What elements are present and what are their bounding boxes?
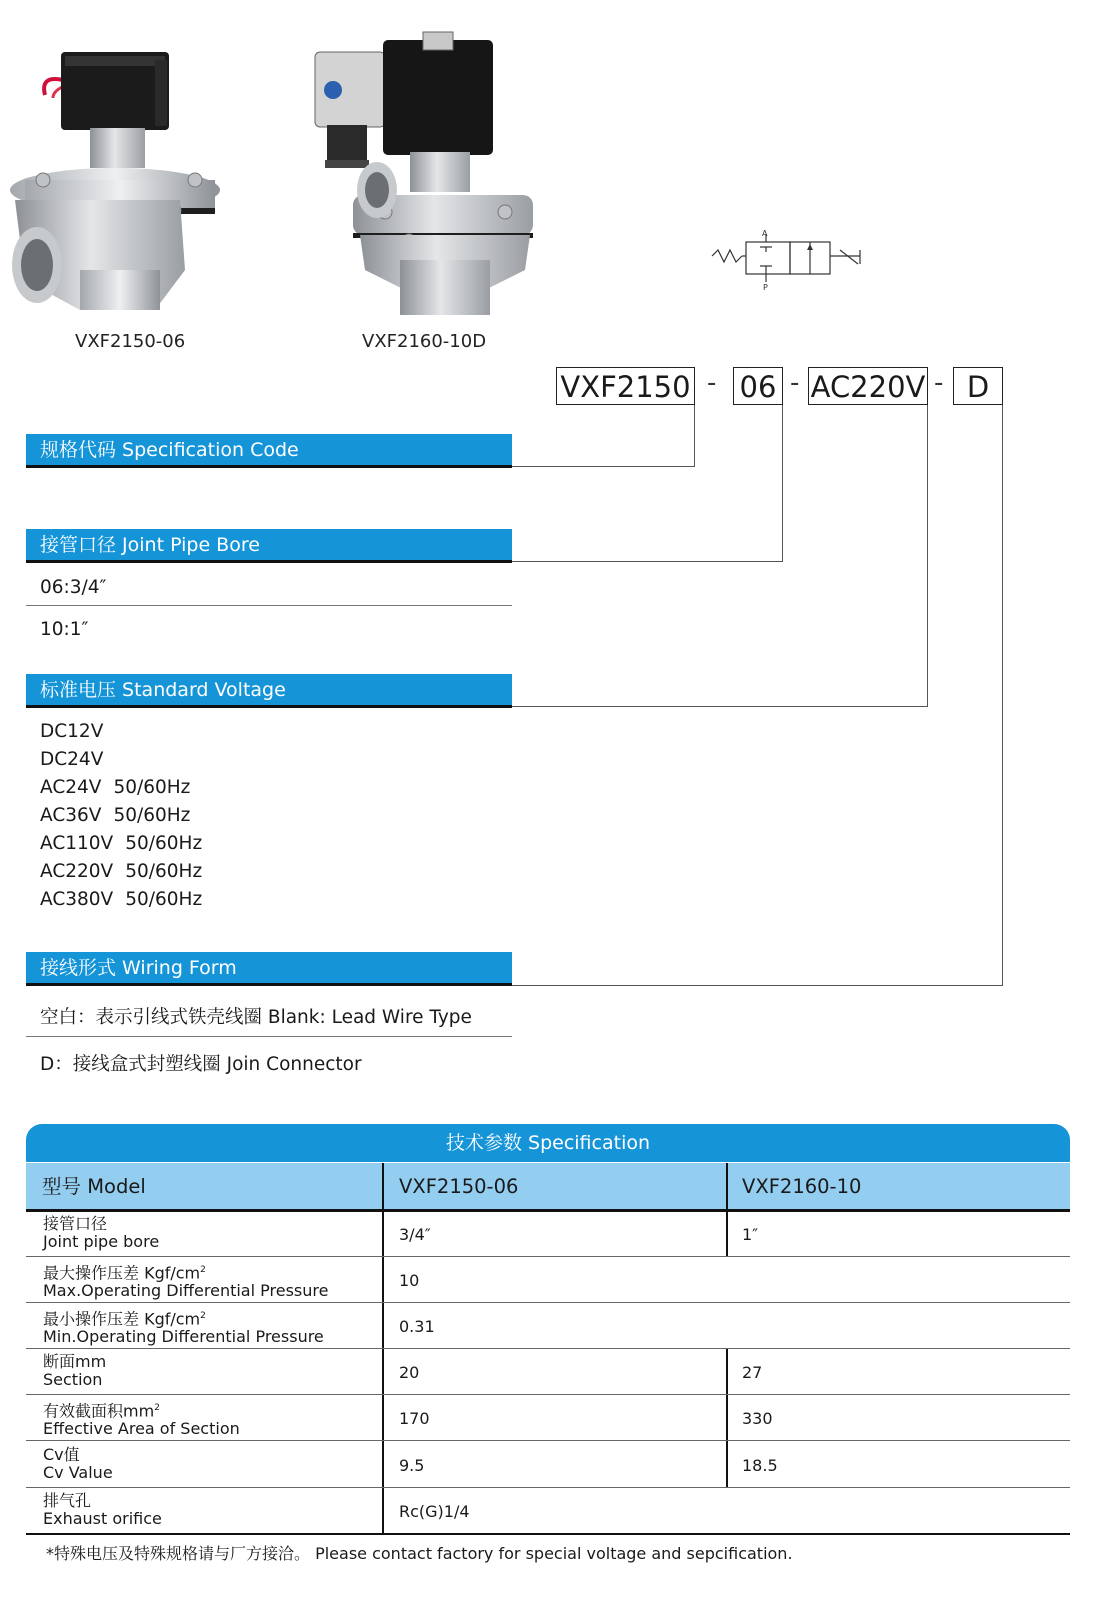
- label-superscript: 2: [154, 1403, 160, 1413]
- voltage-value: AC110V: [40, 833, 114, 854]
- header-vxf2150: VXF2150-06: [399, 1175, 519, 1198]
- product-caption: VXF2150-06: [75, 331, 186, 352]
- header-model: 型号 Model: [42, 1175, 146, 1198]
- voltage-option: [40, 805, 190, 826]
- row-divider: [26, 1440, 1070, 1441]
- product-image-vxf2150-06: [5, 40, 220, 320]
- connector-line: [927, 405, 928, 707]
- pipe-bore-option: 06:3/4″: [40, 577, 107, 598]
- port-p-label: P: [763, 283, 768, 290]
- code-separator: -: [934, 368, 944, 398]
- section-underline: [26, 705, 512, 708]
- label-cn: Cv值: [43, 1445, 80, 1464]
- cell-vxf2150: 20: [399, 1363, 420, 1382]
- table-row-label: [43, 1446, 113, 1482]
- port-a-label: A: [762, 229, 768, 238]
- section-underline: [26, 465, 512, 468]
- voltage-value: AC220V: [40, 861, 114, 882]
- code-separator: -: [790, 368, 800, 398]
- row-divider: [26, 1487, 1070, 1488]
- spec-table-title: 技术参数 Specification: [26, 1124, 1070, 1162]
- voltage-option: [40, 777, 190, 798]
- code-part-wiring: D: [953, 367, 1003, 405]
- label-cn: 排气孔: [43, 1491, 92, 1510]
- label-en: Max.Operating Differential Pressure: [43, 1281, 329, 1301]
- label-cn: 接管口径: [43, 1214, 108, 1233]
- header-vxf2160: VXF2160-10: [742, 1175, 862, 1198]
- section-spec-code-title: 规格代码 Specification Code: [26, 434, 512, 466]
- voltage-value: AC36V: [40, 805, 102, 826]
- cell-vxf2160: 1″: [742, 1225, 759, 1244]
- voltage-option: [40, 861, 202, 882]
- voltage-option: [40, 833, 202, 854]
- cell-vxf2150: 9.5: [399, 1456, 425, 1475]
- valve-symbol-icon: [710, 228, 870, 290]
- section-wiring-title: 接线形式 Wiring Form: [26, 952, 512, 984]
- cell-vxf2160: 18.5: [742, 1456, 778, 1475]
- label-superscript: 2: [200, 1265, 206, 1275]
- code-part-bore: 06: [733, 367, 783, 405]
- row-divider: [26, 1348, 1070, 1349]
- label-en: Min.Operating Differential Pressure: [43, 1327, 324, 1347]
- table-row-label: [43, 1261, 328, 1300]
- voltage-value: DC12V: [40, 721, 104, 742]
- connector-line: [512, 466, 695, 467]
- header-underline: [26, 1209, 1070, 1212]
- spec-table-header: [26, 1163, 1070, 1210]
- footnote: *特殊电压及特殊规格请与厂方接洽。 Please contact factory for special voltage and sepcification.: [46, 1544, 793, 1563]
- section-voltage-title: 标准电压 Standard Voltage: [26, 674, 512, 706]
- voltage-option: [40, 889, 202, 910]
- label-cn: 断面mm: [43, 1352, 107, 1371]
- code-part-voltage: AC220V: [808, 367, 928, 405]
- table-column-divider: [726, 1349, 728, 1488]
- voltage-frequency: 50/60Hz: [113, 777, 191, 798]
- cell-merged: 0.31: [399, 1317, 435, 1336]
- pipe-bore-option: 10:1″: [40, 619, 89, 640]
- cell-merged: Rc(G)1/4: [399, 1502, 470, 1521]
- option-divider: [26, 605, 512, 606]
- label-cn: 最大操作压差 Kgf/cm: [43, 1263, 201, 1283]
- label-superscript: 2: [200, 1311, 206, 1321]
- label-en: Section: [43, 1370, 103, 1389]
- table-row-label: [43, 1353, 106, 1389]
- cell-vxf2160: 330: [742, 1409, 773, 1428]
- voltage-frequency: 50/60Hz: [125, 861, 203, 882]
- connector-line: [1002, 405, 1003, 985]
- code-part-model: VXF2150: [556, 367, 695, 405]
- voltage-option: [40, 721, 115, 742]
- label-en: Joint pipe bore: [43, 1232, 160, 1251]
- cell-vxf2150: 3/4″: [399, 1225, 431, 1244]
- cell-vxf2150: 170: [399, 1409, 430, 1428]
- connector-line: [782, 405, 783, 562]
- option-divider: [26, 1036, 512, 1037]
- table-row-label: [43, 1307, 324, 1346]
- product-image-vxf2160-10d: [305, 30, 540, 320]
- voltage-frequency: 50/60Hz: [125, 833, 203, 854]
- label-en: Exhaust orifice: [43, 1509, 162, 1528]
- product-caption: VXF2160-10D: [362, 331, 487, 352]
- label-en: Cv Value: [43, 1463, 113, 1482]
- cell-merged: 10: [399, 1271, 420, 1290]
- code-separator: -: [707, 368, 717, 398]
- cell-vxf2160: 27: [742, 1363, 763, 1382]
- label-cn: 有效截面积mm: [43, 1401, 155, 1421]
- row-divider: [26, 1302, 1070, 1303]
- row-divider: [26, 1394, 1070, 1395]
- voltage-frequency: 50/60Hz: [113, 805, 191, 826]
- section-underline: [26, 983, 512, 986]
- table-row-label: [43, 1215, 159, 1251]
- voltage-value: AC24V: [40, 777, 102, 798]
- connector-line: [694, 405, 695, 467]
- voltage-value: AC380V: [40, 889, 114, 910]
- voltage-option: [40, 749, 115, 770]
- section-underline: [26, 560, 512, 563]
- table-row-label: [43, 1492, 162, 1528]
- voltage-frequency: 50/60Hz: [125, 889, 203, 910]
- connector-line: [512, 706, 928, 707]
- wiring-option: 空白：表示引线式铁壳线圈 Blank: Lead Wire Type: [40, 1007, 472, 1028]
- voltage-value: DC24V: [40, 749, 104, 770]
- label-en: Effective Area of Section: [43, 1419, 240, 1439]
- row-divider: [26, 1533, 1070, 1535]
- wiring-option: D：接线盒式封塑线圈 Join Connector: [40, 1054, 362, 1075]
- connector-line: [512, 561, 783, 562]
- label-cn: 最小操作压差 Kgf/cm: [43, 1309, 201, 1329]
- connector-line: [512, 985, 1003, 986]
- table-row-label: [43, 1399, 240, 1438]
- section-pipe-bore-title: 接管口径 Joint Pipe Bore: [26, 529, 512, 561]
- table-column-divider: [726, 1163, 728, 1257]
- row-divider: [26, 1256, 1070, 1257]
